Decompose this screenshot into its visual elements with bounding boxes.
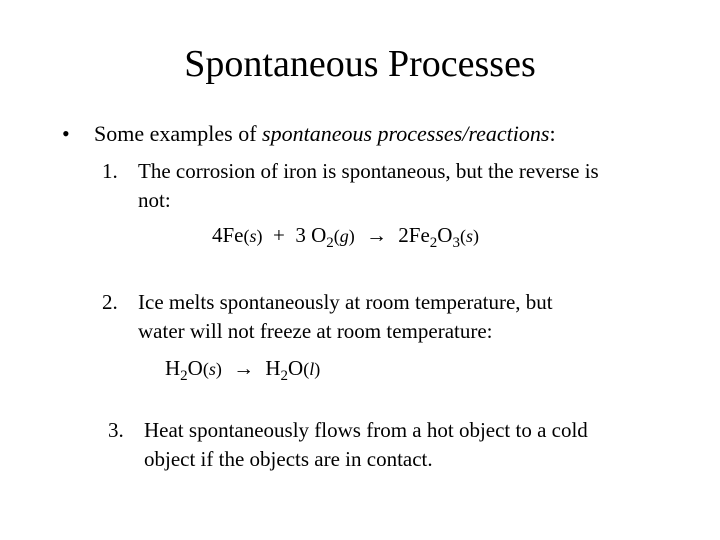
- item-text: The corrosion of iron is spontaneous, but the reverse is: [138, 159, 599, 183]
- slide-title: Spontaneous Processes: [184, 43, 536, 85]
- item-number: 1.: [102, 159, 118, 183]
- intro-suffix: :: [549, 121, 556, 146]
- intro-text: Some examples of: [94, 121, 263, 146]
- reaction-arrow: →: [233, 356, 255, 380]
- item-number: 2.: [102, 290, 118, 314]
- list-item-1-line2: not:: [138, 188, 171, 212]
- list-item-2-line1: [102, 288, 553, 317]
- item-text: Ice melts spontaneously at room temperature, but: [138, 290, 553, 314]
- intro-bullet: [62, 120, 556, 148]
- list-item-1-line1: [102, 157, 599, 186]
- equation-ice-melting: $H_2O(s) \to H_2O(l)$: [165, 356, 321, 384]
- list-item-3-line2: object if the objects are in contact.: [144, 447, 433, 471]
- list-item-2-line2: water will not freeze at room temperature:: [138, 319, 493, 343]
- item-number: 3.: [108, 418, 124, 442]
- intro-italic-text: spontaneous processes/reactions: [262, 121, 550, 146]
- list-item-3-line1: [108, 416, 588, 445]
- equation-iron-corrosion: 4Fe(s) + 3 $O_2(g) \to 2Fe_2O_3(s)$: [212, 223, 479, 251]
- item-text: Heat spontaneously flows from a hot object to a cold: [144, 418, 588, 442]
- bullet-marker: •: [62, 121, 70, 146]
- reaction-arrow: →: [366, 223, 388, 247]
